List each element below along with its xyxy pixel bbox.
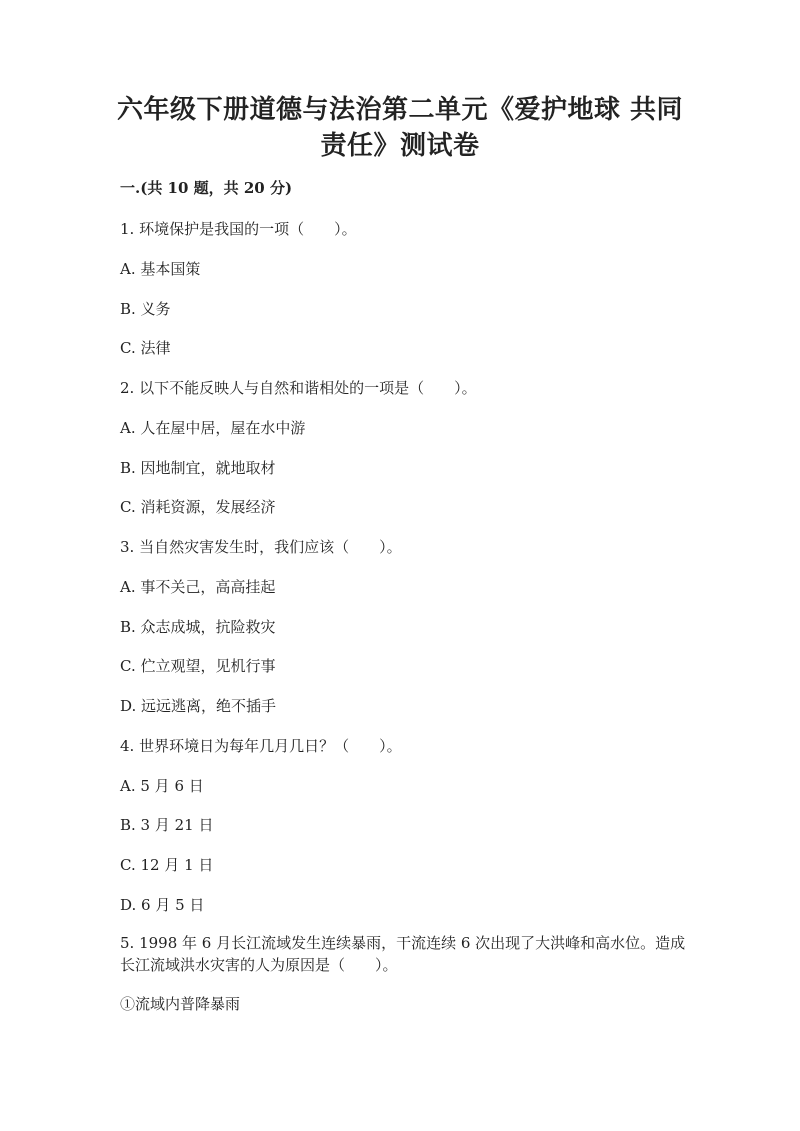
question-4-option-d: D. 6 月 5 日 [120, 896, 205, 914]
question-5-option-1: ①流域内普降暴雨 [120, 995, 241, 1013]
question-3-option-b: B. 众志成城，抗险救灾 [120, 618, 276, 636]
page-title: 六年级下册道德与法治第二单元《爱护地球 共同责任》测试卷 [116, 95, 684, 161]
section-heading: 一.(共 10 题，共 20 分) [120, 179, 293, 197]
question-1-option-a: A. 基本国策 [120, 260, 201, 278]
question-3-option-c: C. 伫立观望，见机行事 [120, 657, 276, 675]
question-4-option-c: C. 12 月 1 日 [120, 856, 214, 874]
question-5-stem: 5. 1998 年 6 月长江流域发生连续暴雨，干流连续 6 次出现了大洪峰和高水位。造成长江流域洪水灾害的人为原因是（ ）。 [120, 934, 686, 974]
question-4-option-b: B. 3 月 21 日 [120, 816, 214, 834]
question-2-option-c: C. 消耗资源，发展经济 [120, 498, 276, 516]
question-2-option-b: B. 因地制宜，就地取材 [120, 459, 276, 477]
question-4-option-a: A. 5 月 6 日 [120, 777, 204, 795]
question-2-option-a: A. 人在屋中居，屋在水中游 [120, 419, 306, 437]
question-1-option-c: C. 法律 [120, 339, 171, 357]
question-4-stem: 4. 世界环境日为每年几月几日？（ ）。 [120, 737, 402, 755]
question-3-option-d: D. 远远逃离，绝不插手 [120, 697, 277, 715]
question-1-stem: 1. 环境保护是我国的一项（ ）。 [120, 220, 357, 238]
question-3-stem: 3. 当自然灾害发生时，我们应该（ ）。 [120, 538, 402, 556]
question-3-option-a: A. 事不关己，高高挂起 [120, 578, 276, 596]
question-2-stem: 2. 以下不能反映人与自然和谐相处的一项是（ ）。 [120, 379, 477, 397]
question-1-option-b: B. 义务 [120, 300, 171, 318]
